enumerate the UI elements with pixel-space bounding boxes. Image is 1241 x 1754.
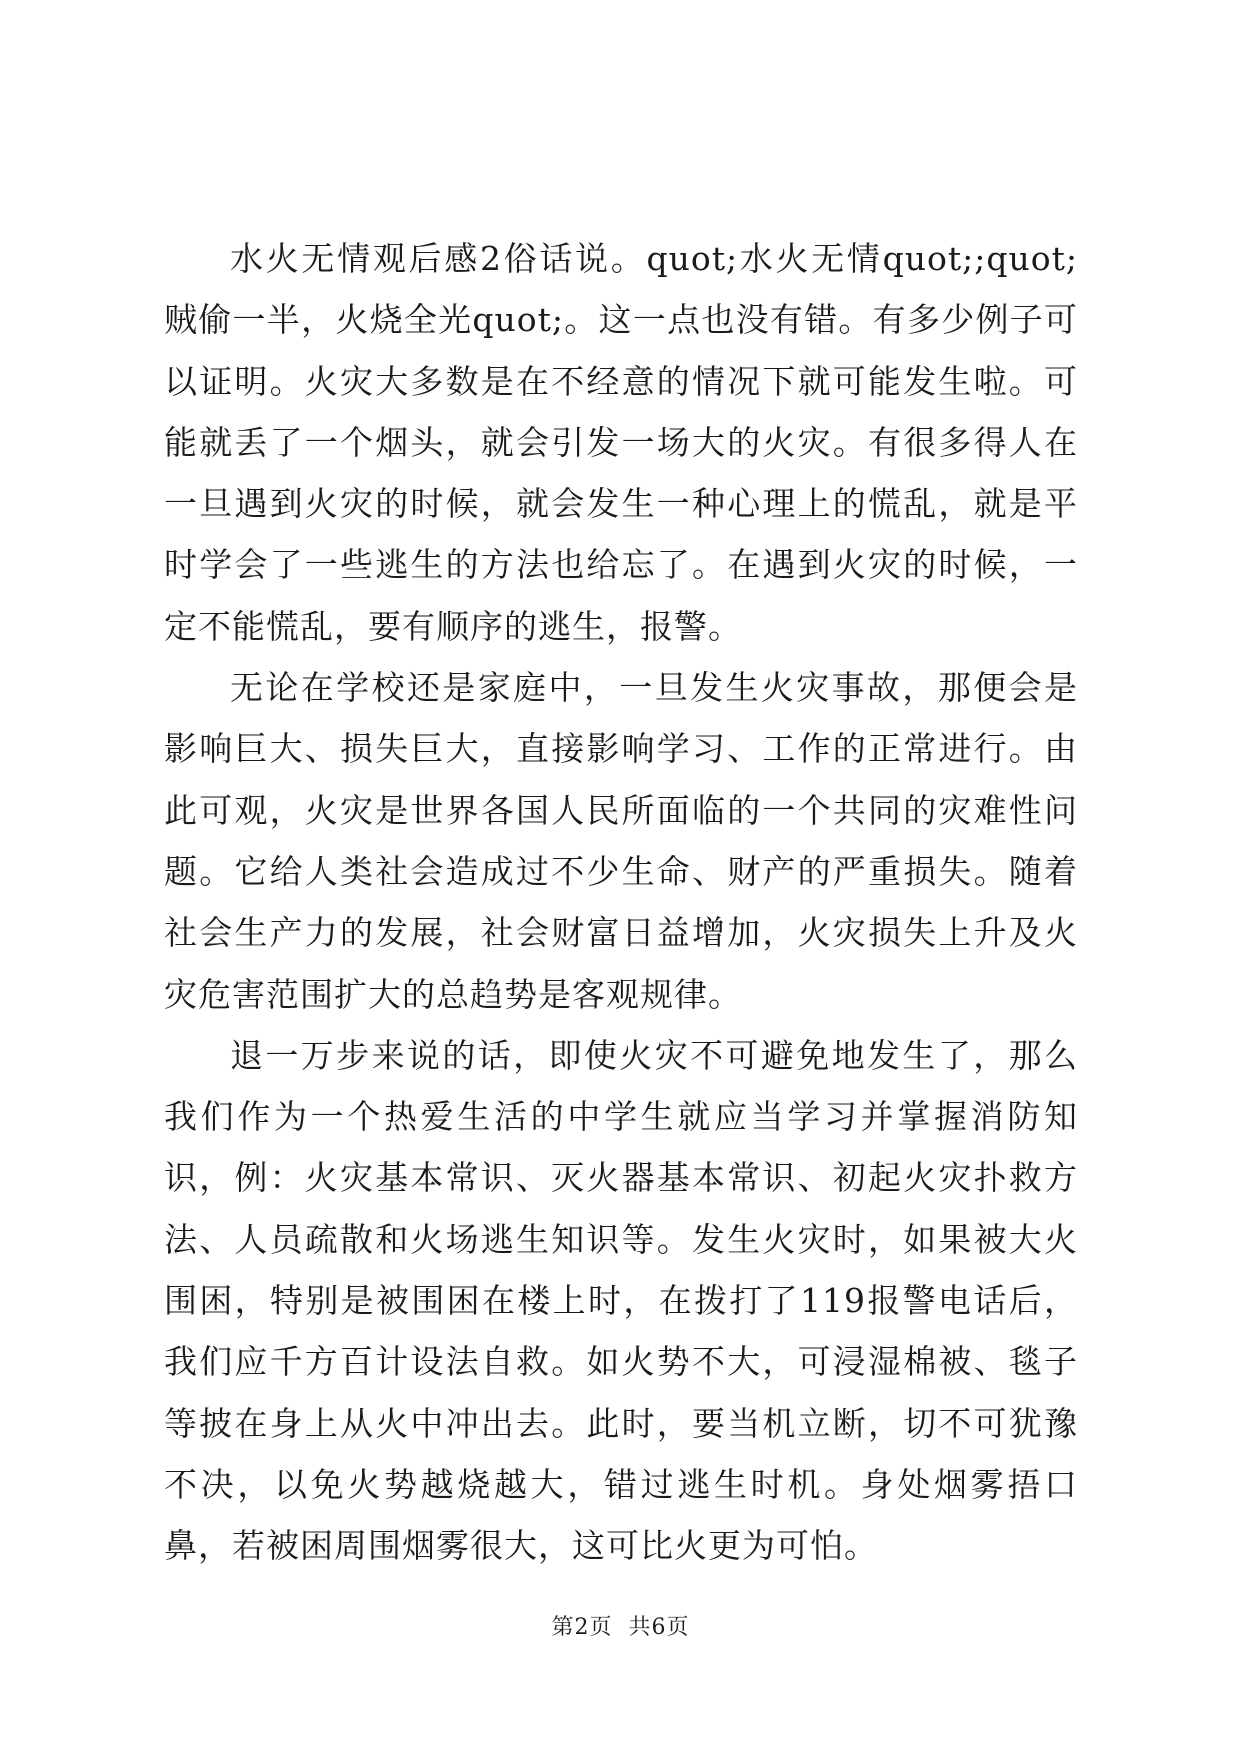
page-total: 共6页 <box>628 1615 690 1640</box>
page-footer <box>0 1610 1241 1641</box>
paragraph-3: 退一万步来说的话，即使火灾不可避免地发生了，那么我们作为一个热爱生活的中学生就应当学习并掌握消防知识，例：火灾基本常识、灭火器基本常识、初起火灾扑救方法、人员疏散和火场逃生知识等。发生火灾时，如果被大火围困，特别是被围困在楼上时，在拨打了119报警电话后，我们应千方百计设法自救。如火势不大，可浸湿棉被、毯子等披在身上从火中冲出去。此时，要当机立断，切不可犹豫不决，以免火势越烧越大，错过逃生时机。身处烟雾捂口鼻，若被困周围烟雾很大，这可比火更为可怕。 <box>164 1035 1078 1566</box>
paragraph-2: 无论在学校还是家庭中，一旦发生火灾事故，那便会是影响巨大、损失巨大，直接影响学习、工作的正常进行。由此可观，火灾是世界各国人民所面临的一个共同的灾难性问题。它给人类社会造成过不少生命、财产的严重损失。随着社会生产力的发展，社会财富日益增加，火灾损失上升及火灾危害范围扩大的总趋势是客观规律。 <box>164 668 1078 1014</box>
document-body <box>164 228 1078 1577</box>
paragraph-1: 水火无情观后感2俗话说。quot;水火无情quot;;quot;贼偷一半，火烧全光quot;。这一点也没有错。有多少例子可以证明。火灾大多数是在不经意的情况下就可能发生啦。可能就丢了一个烟头，就会引发一场大的火灾。有很多得人在一旦遇到火灾的时候，就会发生一种心理上的慌乱，就是平时学会了一些逃生的方法也给忘了。在遇到火灾的时候，一定不能慌乱，要有顺序的逃生，报警。 <box>164 239 1078 646</box>
page-number: 第2页 <box>551 1615 613 1640</box>
